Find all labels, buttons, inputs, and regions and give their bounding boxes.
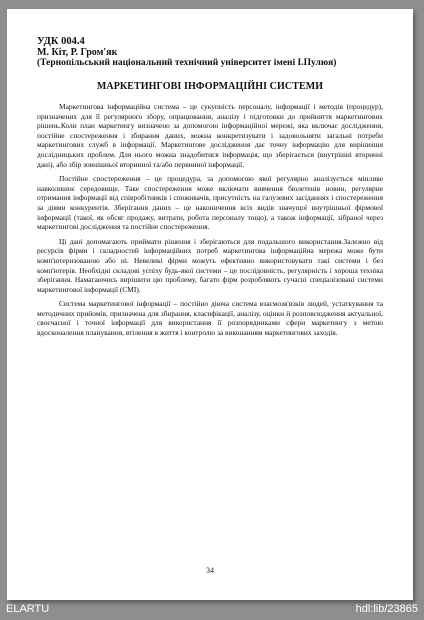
paragraph-2: Постійне спостереження – це процедура, за допомогою якої регулярно аналізується мінливе навколишнє середовище. Таке спостереження може включати вивчення бюлетенів новин, регулярне отримання інформації від співробітників і споживачів, присутність на галузевих засіданнях і спостереження за діями конкурентів. Зберігання даних – це накопичення всіх видів значущої внутрішньої фірмової інформації (такої, як обсяг продажу, витрати, робота персоналу тощо), а також інформації, зібраної через маркетингові дослідження та постійне спостереження. — [37, 174, 383, 232]
paragraph-3: Ці дані допомагають приймати рішення і зберігаються для подальшого використання.Залежно від ресурсів фірми і складностей інформаційних потреб маркетингова інформаційна мережа може бути комп'ютеризованою або ні. Невеликі фірми можуть ефективно використовувати такі системи і без комп'ютерів. Необхідні складові успіху будь-якої системи – це послідовність, регулярність і хороша техніка зберігання. Намагаючись вирішити цю проблему, багато фірм розробляють сучасні спеціалізовані системи маркетингової інформації (СМІ). — [37, 236, 383, 294]
repository-name: ELARTU — [6, 603, 50, 615]
page-content — [37, 36, 383, 343]
authors: М. Кіт, Р. Гром'як — [37, 47, 118, 58]
affiliation: (Тернопільський національний технічний університет імені І.Пулюя) — [37, 58, 337, 68]
viewer-footer — [0, 600, 424, 620]
page-number: 34 — [206, 566, 214, 575]
paragraph-4: Система маркетингової інформації – постійно діюча система взаємозв'язків людей, устаткування та методичних прийомів, призначена для збирання, класифікації, аналізу, оцінки й розповсюдження актуальної, своєчасної і точної інформації для використання її розпорядниками сфери маркетингу з метою вдосконалення планування, втілення в життя і контролю за виконанням маркетингових заходів. — [37, 299, 383, 338]
udk-code: УДК 004.4 — [37, 36, 85, 47]
paragraph-1: Маркетингова інформаційна система – це сукупність персоналу, інформації і методів (процедур), призначених для її регулярного збору, опрацювання, аналізу і підготовки до прийняття маркетингових рішень.Коли план маркетингу визначено за допомогою інформаційної мережі, яка включає дослідження, постійне спостереження і збирання даних, можна конкретизувати і задовольняти загальні потреби маркетингових служб в інформації. Маркетингове дослідження дає точну інформацію для вирішення дослідницьких проблем. Для нього можна знадобитися інформація, що зберігається (внутрішні вторинні дані), або збір зовнішньої вторинної та/або первинної інформації. — [37, 102, 383, 169]
handle-id: hdl:lib/23865 — [355, 603, 418, 615]
document-page — [7, 9, 413, 600]
article-title: МАРКЕТИНГОВІ ІНФОРМАЦІЙНІ СИСТЕМИ — [96, 81, 324, 92]
